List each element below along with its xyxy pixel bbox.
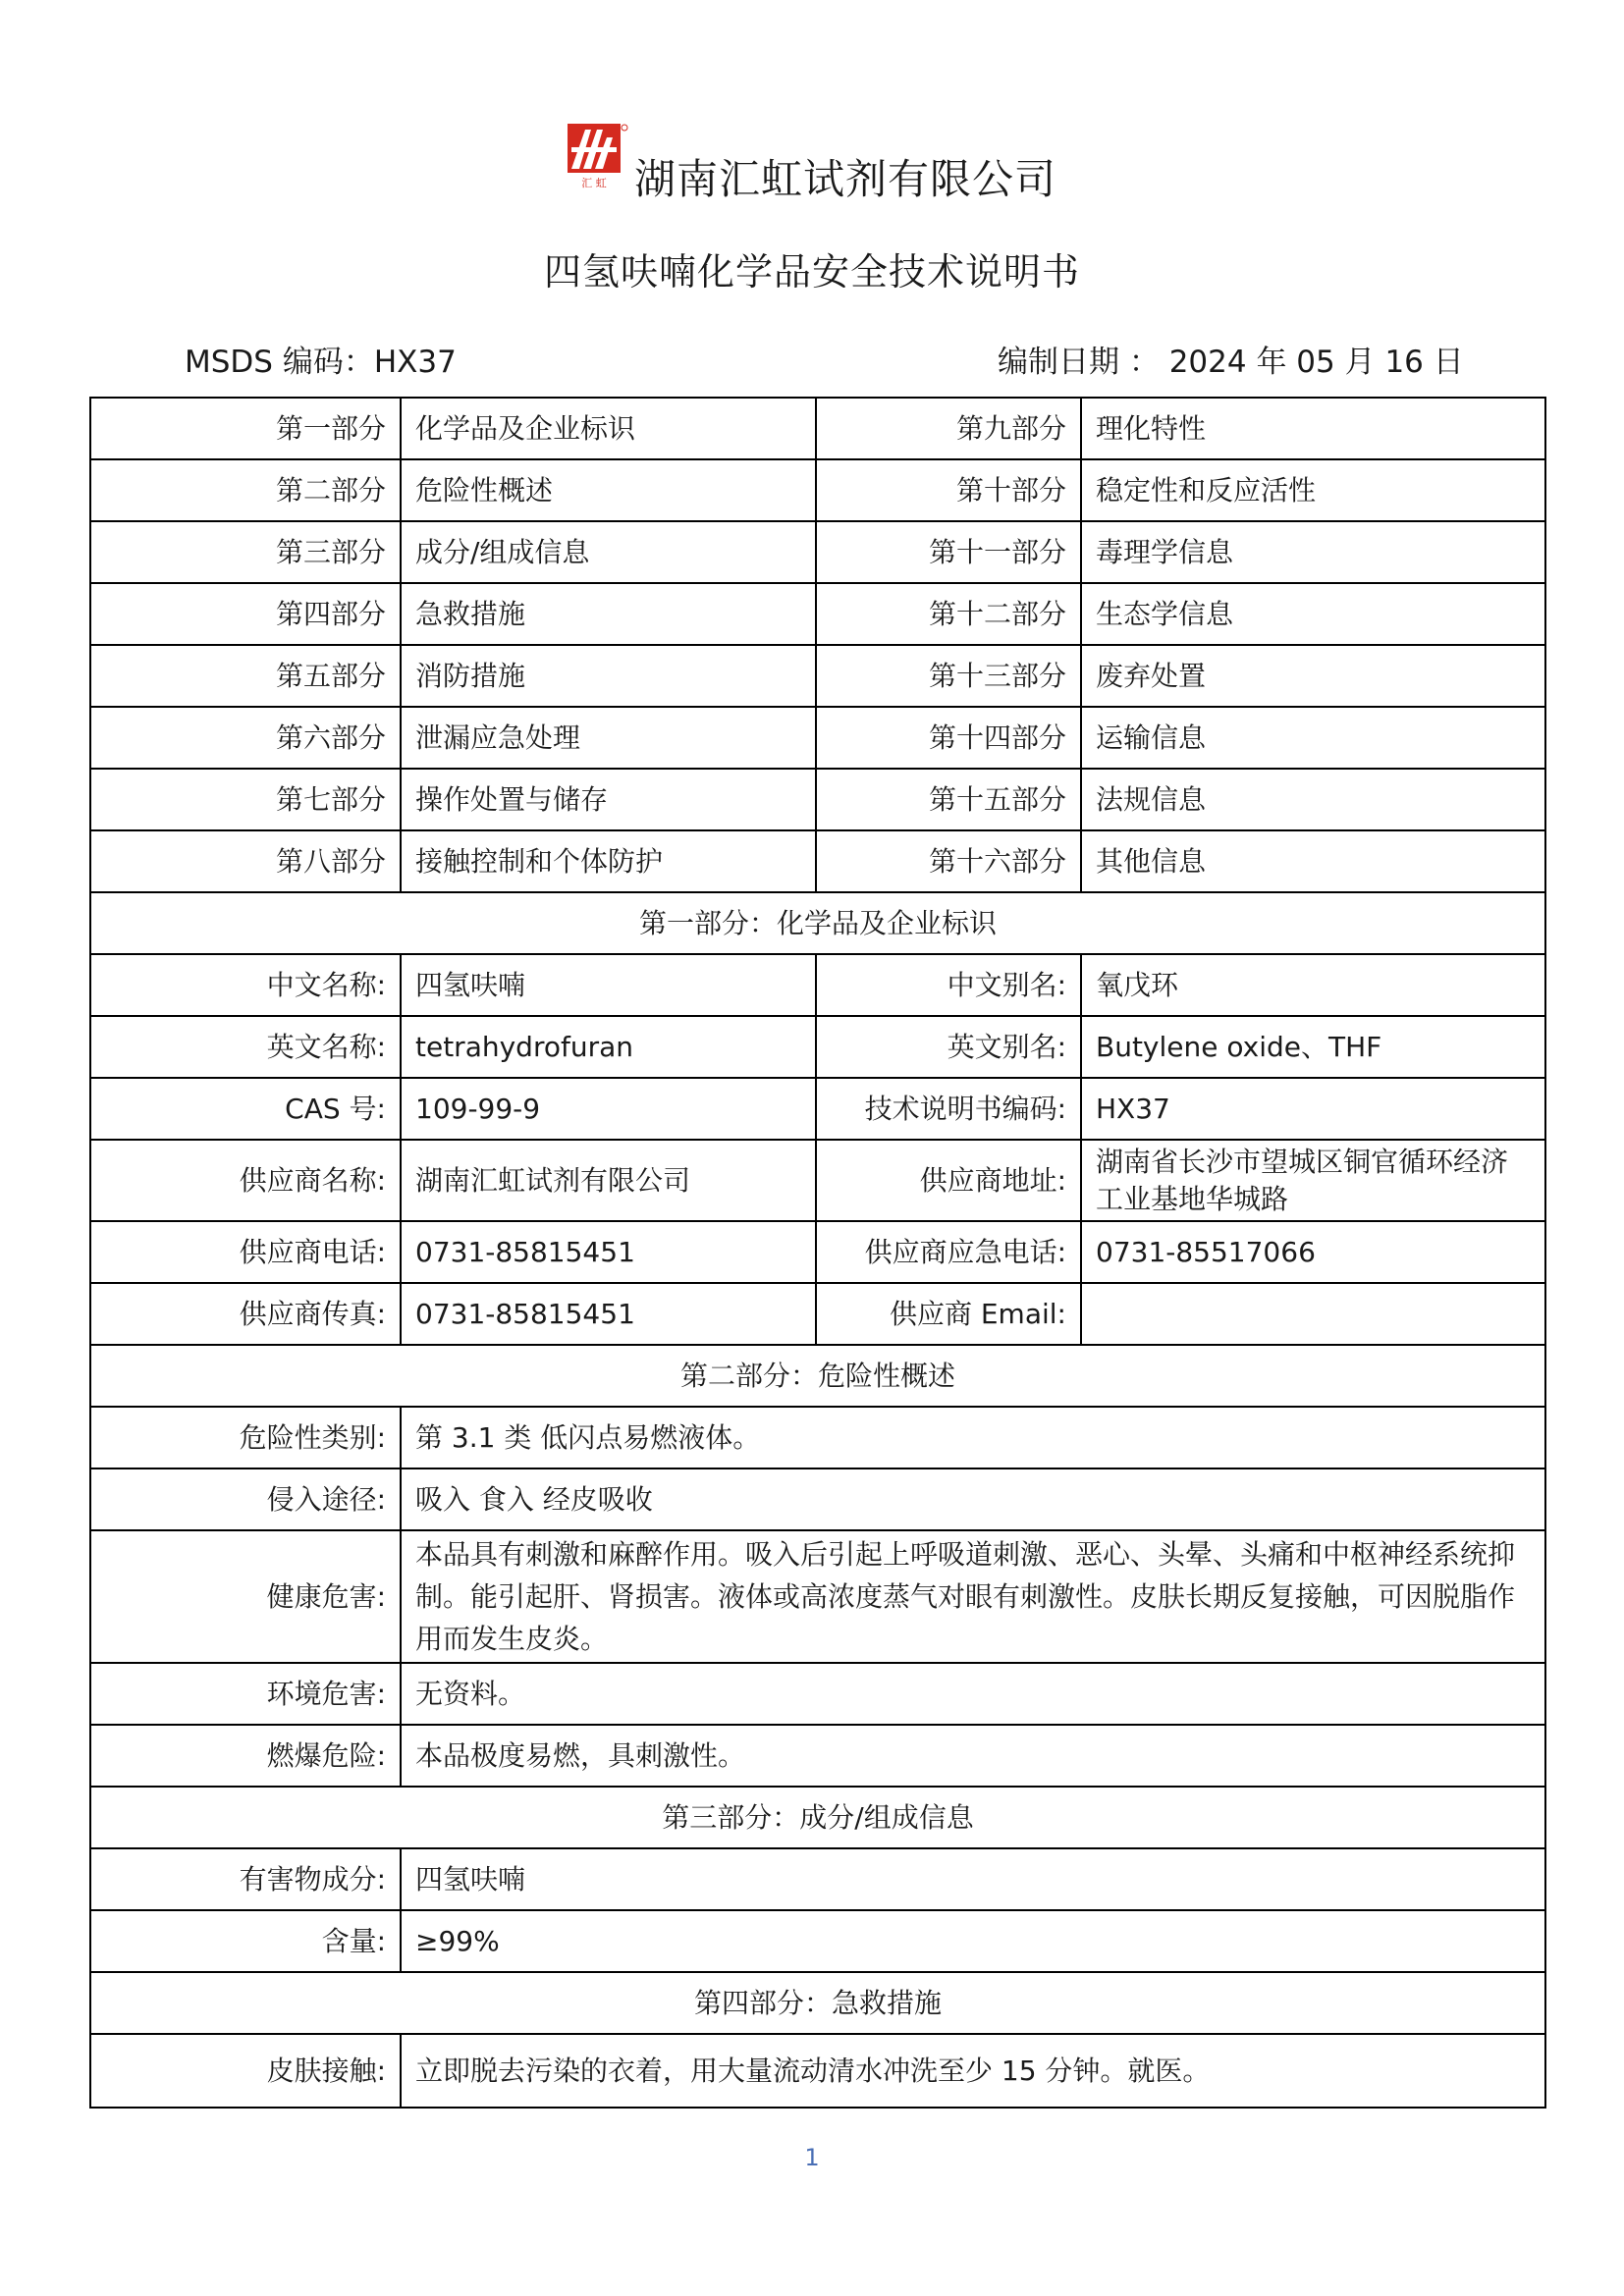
company-logo	[562, 120, 632, 190]
field-value: 本品极度易燃，具刺激性。	[401, 1725, 1545, 1787]
field-label: 中文别名:	[816, 954, 1081, 1016]
toc-part-label: 第十六部分	[816, 830, 1081, 892]
table-row	[90, 1140, 1545, 1221]
msds-code: MSDS 编码：HX37	[185, 345, 457, 380]
section2-heading: 第二部分：危险性概述	[90, 1345, 1545, 1407]
table-row	[90, 954, 1545, 1016]
toc-part-title: 成分/组成信息	[401, 521, 816, 583]
toc-row	[90, 459, 1545, 521]
toc-part-label: 第十部分	[816, 459, 1081, 521]
table-row	[90, 1530, 1545, 1663]
toc-part-title: 理化特性	[1081, 398, 1545, 459]
field-label: 英文名称:	[90, 1016, 401, 1078]
toc-part-label: 第十三部分	[816, 645, 1081, 707]
toc-part-label: 第一部分	[90, 398, 401, 459]
field-value: 立即脱去污染的衣着，用大量流动清水冲洗至少 15 分钟。就医。	[401, 2034, 1545, 2108]
field-label: 技术说明书编码:	[816, 1078, 1081, 1140]
toc-part-label: 第七部分	[90, 769, 401, 830]
toc-part-title: 消防措施	[401, 645, 816, 707]
field-label: 皮肤接触:	[90, 2034, 401, 2108]
field-value: 氧戊环	[1081, 954, 1545, 1016]
field-label: 供应商电话:	[90, 1221, 401, 1283]
field-value: 湖南省长沙市望城区铜官循环经济工业基地华城路	[1081, 1140, 1545, 1221]
field-value: 109-99-9	[401, 1078, 816, 1140]
field-value: HX37	[1081, 1078, 1545, 1140]
page-number: 1	[804, 2144, 820, 2171]
toc-part-label: 第二部分	[90, 459, 401, 521]
toc-part-label: 第五部分	[90, 645, 401, 707]
field-label: 燃爆危险:	[90, 1725, 401, 1787]
toc-part-title: 急救措施	[401, 583, 816, 645]
table-row	[90, 1078, 1545, 1140]
toc-row	[90, 583, 1545, 645]
field-label: 供应商名称:	[90, 1140, 401, 1221]
field-value: ≥99%	[401, 1910, 1545, 1972]
table-row	[90, 1725, 1545, 1787]
compile-date: 编制日期 ： 2024 年 05 月 16 日	[998, 345, 1464, 380]
field-label: 有害物成分:	[90, 1848, 401, 1910]
field-value: Butylene oxide、THF	[1081, 1016, 1545, 1078]
section-heading-row	[90, 892, 1545, 954]
toc-part-label: 第十四部分	[816, 707, 1081, 769]
table-row	[90, 1221, 1545, 1283]
msds-table	[89, 397, 1546, 2109]
field-value: 湖南汇虹试剂有限公司	[401, 1140, 816, 1221]
field-value: 第 3.1 类 低闪点易燃液体。	[401, 1407, 1545, 1468]
table-row	[90, 1016, 1545, 1078]
toc-part-title: 操作处置与储存	[401, 769, 816, 830]
toc-part-label: 第八部分	[90, 830, 401, 892]
toc-part-label: 第四部分	[90, 583, 401, 645]
field-value: tetrahydrofuran	[401, 1016, 816, 1078]
field-label: CAS 号:	[90, 1078, 401, 1140]
toc-part-title: 生态学信息	[1081, 583, 1545, 645]
section-heading-row	[90, 1787, 1545, 1848]
toc-part-label: 第十五部分	[816, 769, 1081, 830]
toc-part-title: 其他信息	[1081, 830, 1545, 892]
field-label: 含量:	[90, 1910, 401, 1972]
section4-heading: 第四部分：急救措施	[90, 1972, 1545, 2034]
field-value: 本品具有刺激和麻醉作用。吸入后引起上呼吸道刺激、恶心、头晕、头痛和中枢神经系统抑制。能引起肝、肾损害。液体或高浓度蒸气对眼有刺激性。皮肤长期反复接触，可因脱脂作用而发生皮炎。	[401, 1530, 1545, 1663]
toc-part-title: 泄漏应急处理	[401, 707, 816, 769]
toc-part-label: 第十二部分	[816, 583, 1081, 645]
field-label: 侵入途径:	[90, 1468, 401, 1530]
toc-row	[90, 645, 1545, 707]
table-row	[90, 2034, 1545, 2108]
company-name: 湖南汇虹试剂有限公司	[634, 155, 1057, 203]
table-row	[90, 1407, 1545, 1468]
toc-part-title: 稳定性和反应活性	[1081, 459, 1545, 521]
table-row	[90, 1663, 1545, 1725]
document-title: 四氢呋喃化学品安全技术说明书	[543, 250, 1080, 294]
toc-part-label: 第三部分	[90, 521, 401, 583]
field-value: 0731-85815451	[401, 1221, 816, 1283]
field-value: 0731-85815451	[401, 1283, 816, 1345]
field-value: 四氢呋喃	[401, 1848, 1545, 1910]
toc-part-title: 化学品及企业标识	[401, 398, 816, 459]
field-label: 供应商 Email:	[816, 1283, 1081, 1345]
section-heading-row	[90, 1345, 1545, 1407]
section3-heading: 第三部分：成分/组成信息	[90, 1787, 1545, 1848]
field-label: 危险性类别:	[90, 1407, 401, 1468]
field-label: 供应商传真:	[90, 1283, 401, 1345]
table-row	[90, 1468, 1545, 1530]
toc-row	[90, 521, 1545, 583]
field-label: 中文名称:	[90, 954, 401, 1016]
field-label: 健康危害:	[90, 1530, 401, 1663]
toc-part-title: 危险性概述	[401, 459, 816, 521]
toc-part-label: 第六部分	[90, 707, 401, 769]
toc-part-title: 毒理学信息	[1081, 521, 1545, 583]
table-row	[90, 1848, 1545, 1910]
toc-part-title: 运输信息	[1081, 707, 1545, 769]
toc-row	[90, 769, 1545, 830]
field-value: 吸入 食入 经皮吸收	[401, 1468, 1545, 1530]
toc-row	[90, 398, 1545, 459]
svg-text:汇 虹: 汇 虹	[581, 177, 607, 189]
field-value	[1081, 1283, 1545, 1345]
toc-part-label: 第九部分	[816, 398, 1081, 459]
toc-part-title: 废弃处置	[1081, 645, 1545, 707]
field-label: 环境危害:	[90, 1663, 401, 1725]
field-label: 供应商地址:	[816, 1140, 1081, 1221]
field-label: 英文别名:	[816, 1016, 1081, 1078]
section1-heading: 第一部分：化学品及企业标识	[90, 892, 1545, 954]
table-row	[90, 1910, 1545, 1972]
toc-row	[90, 830, 1545, 892]
field-label: 供应商应急电话:	[816, 1221, 1081, 1283]
field-value: 四氢呋喃	[401, 954, 816, 1016]
field-value: 无资料。	[401, 1663, 1545, 1725]
toc-part-title: 接触控制和个体防护	[401, 830, 816, 892]
toc-row	[90, 707, 1545, 769]
section-heading-row	[90, 1972, 1545, 2034]
field-value: 0731-85517066	[1081, 1221, 1545, 1283]
toc-part-title: 法规信息	[1081, 769, 1545, 830]
toc-part-label: 第十一部分	[816, 521, 1081, 583]
table-row	[90, 1283, 1545, 1345]
